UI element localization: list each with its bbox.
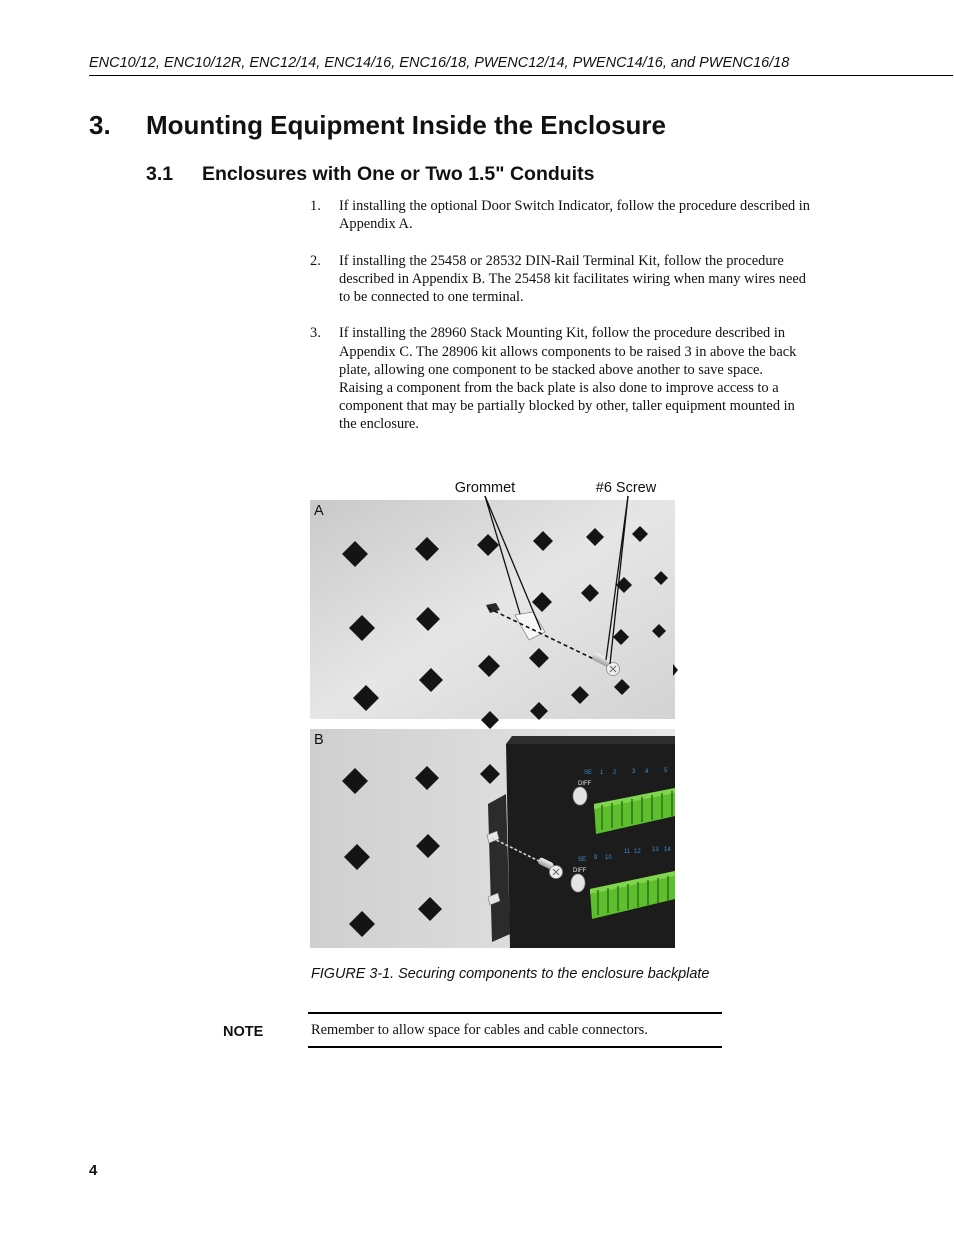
panel-b — [310, 729, 675, 948]
note-rule-bottom — [308, 1046, 722, 1048]
standoff-upper — [573, 787, 587, 805]
label-ch3: 3 — [632, 769, 636, 775]
label-se-bottom: SE — [578, 857, 587, 863]
step-text: If installing the 25458 or 28532 DIN-Rail Terminal Kit, follow the procedure described in Appendix B. The 25458 kit facilitates wiring when many wires need to be connected to one terminal. — [339, 252, 806, 305]
callout-grommet: Grommet — [454, 480, 516, 496]
step-number: 2. — [310, 252, 321, 269]
step-item — [310, 324, 810, 433]
running-header: ENC10/12, ENC10/12R, ENC12/14, ENC14/16, ENC16/18, PWENC12/14, PWENC14/16, and PWENC16/18 — [89, 55, 790, 71]
note-rule-top — [308, 1012, 722, 1014]
label-ch13: 13 — [652, 847, 659, 853]
label-ch11: 11 — [624, 849, 631, 855]
note-text: Remember to allow space for cables and cable connectors. — [311, 1022, 648, 1038]
note-label: NOTE — [223, 1024, 264, 1040]
step-item — [310, 197, 810, 233]
figure-caption: FIGURE 3-1. Securing components to the enclosure backplate — [311, 966, 710, 982]
chapter-number: 3. — [89, 110, 111, 140]
label-ch14: 14 — [664, 847, 671, 853]
label-ch5: 5 — [664, 768, 668, 774]
label-ch10: 10 — [605, 855, 612, 861]
label-ch9: 9 — [594, 855, 598, 861]
step-number: 3. — [310, 325, 321, 342]
label-ch2: 2 — [613, 770, 617, 776]
step-number: 1. — [310, 198, 321, 214]
label-ch1: 1 — [600, 770, 604, 776]
label-ch4: 4 — [645, 769, 649, 775]
step-item — [310, 252, 810, 307]
datalogger-top-edge — [506, 736, 675, 744]
section-title-text: Enclosures with One or Two 1.5" Conduits — [202, 163, 595, 185]
page-number: 4 — [89, 1162, 98, 1179]
callout-screw: #6 Screw — [595, 480, 657, 496]
panel-a-label: A — [314, 503, 324, 519]
procedure-steps — [310, 197, 810, 452]
standoff-lower — [571, 874, 585, 892]
label-ch12: 12 — [634, 849, 641, 855]
figure-illustration — [310, 474, 680, 950]
label-diff-bottom: DIFF — [573, 868, 587, 874]
figure-backplate-mounting — [310, 474, 680, 950]
panel-a — [310, 496, 678, 729]
header-rule — [89, 75, 953, 76]
section-number: 3.1 — [146, 163, 174, 185]
step-text: If installing the optional Door Switch Indicator, follow the procedure described in Appendix A. — [339, 198, 810, 233]
chapter-title-text: Mounting Equipment Inside the Enclosure — [146, 110, 667, 140]
step-text: If installing the 28960 Stack Mounting Kit, follow the procedure described in Appendix C. The 28906 kit allows components to be raised 3 in above the back plate, allowing one component to be stacked above another to save space. Raising a component from the back plate is also done to improve access to a component that may be partially blocked by other, taller equipment mounted in the enclosure. — [339, 325, 797, 433]
label-se-top: SE — [584, 770, 593, 776]
panel-b-label: B — [314, 732, 324, 748]
label-diff-top: DIFF — [578, 781, 592, 787]
